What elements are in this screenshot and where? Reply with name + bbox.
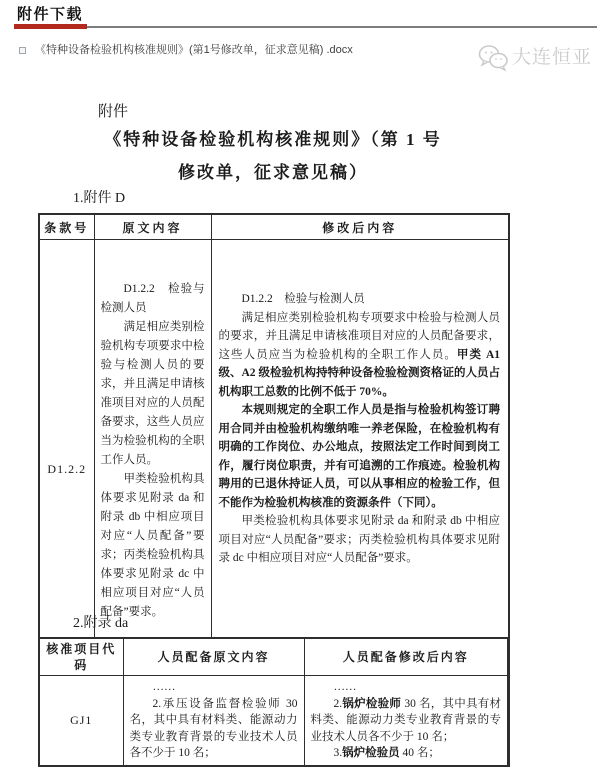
col-header-staffing-original: 人员配备原文内容 (123, 638, 304, 676)
doc-title-line2: 修改单，征求意见稿） (178, 163, 368, 182)
doc-attachment-label: 附件 (98, 104, 129, 120)
square-bullet-icon (19, 47, 26, 54)
watermark (477, 44, 592, 73)
col-header-modified: 修改后内容 (211, 214, 509, 240)
col-header-clause-no: 条款号 (39, 214, 94, 240)
page-title: 附件下载 (17, 6, 84, 23)
original-content-cell: D1.2.2 检验与检测人员 满足相应类别检验机构专项要求中检验与检测人员的要求，并且满足申请核准项目对应的人员配备要求，这些人员应当为检验机构的全职工作人员。 甲类检验机构具体要求见附录 da 和附录 db 中相应项目对应“人员配备”要求；丙类检验机构具体要求见附录 dc 中相应项目对应“人员配备”要求。 (94, 240, 211, 767)
col-header-staffing-modified: 人员配备修改后内容 (304, 638, 508, 676)
staffing-modified-cell: …… 2.锅炉检验师 30 名，其中具有材料类、能源动力类专业教育背景的专业技术人员各不少于 10 名； 3.锅炉检验员 40 名； (304, 676, 508, 767)
staffing-original-cell: …… 2.承压设备监督检验师 30 名，其中具有材料类、能源动力类专业教育背景的专业技术人员各不少于 10 名； (123, 676, 304, 767)
title-underline-accent (14, 24, 87, 29)
clause-number-cell: D1.2.2 (39, 240, 94, 767)
header-divider (14, 26, 597, 28)
doc-title-line1: 《特种设备检验机构核准规则》（第 1 号 (104, 130, 442, 149)
table-appendix-da-header-row (39, 638, 508, 676)
col-header-original: 原文内容 (94, 214, 211, 240)
section-1-label: 1.附件 D (73, 191, 126, 206)
wechat-icon (477, 44, 509, 72)
table-appendix-da-row-gj1 (39, 676, 508, 767)
col-header-project-code: 核准项目代码 (39, 638, 123, 676)
attachment-link[interactable] (19, 42, 353, 59)
project-code-cell: GJ1 (39, 676, 123, 767)
table-annex-d-header-row (39, 214, 509, 240)
modified-content-cell: D1.2.2 检验与检测人员 满足相应类别检验机构专项要求中检验与检测人员的要求，并且满足申请核准项目对应的人员配备要求，这些人员应当为检验机构的全职工作人员。甲类 A1 级、A2 级检验机构持特种设备检验检测资格证的人员占机构职工总数的比例不低于 70%。 本规则规定的全职工作人员是指与检验机构签订聘用合同并由检验机构缴纳唯一养老保险，在检验机构有明确的工作岗位、办公地点，按照法定工作时间到岗工作，履行岗位职责，并有可追溯的工作痕迹。检验机构聘用的已退休持证人员，可以从事相应的检验工作，但不能作为检验机构核准的资源条件（下同）。 甲类检验机构具体要求见附录 da 和附录 db 中相应项目对应“人员配备”要求；丙类检验机构具体要求见附录 dc 中相应项目对应“人员配备”要求。 (211, 240, 509, 767)
table-appendix-da (38, 637, 509, 767)
watermark-text: 大连恒亚 (512, 47, 593, 68)
attachment-filename[interactable]: 《特种设备检验机构核准规则》(第1号修改单，征求意见稿) .docx (35, 44, 353, 56)
doc-title (38, 123, 508, 189)
section-2-label: 2.附录 da (73, 616, 129, 631)
